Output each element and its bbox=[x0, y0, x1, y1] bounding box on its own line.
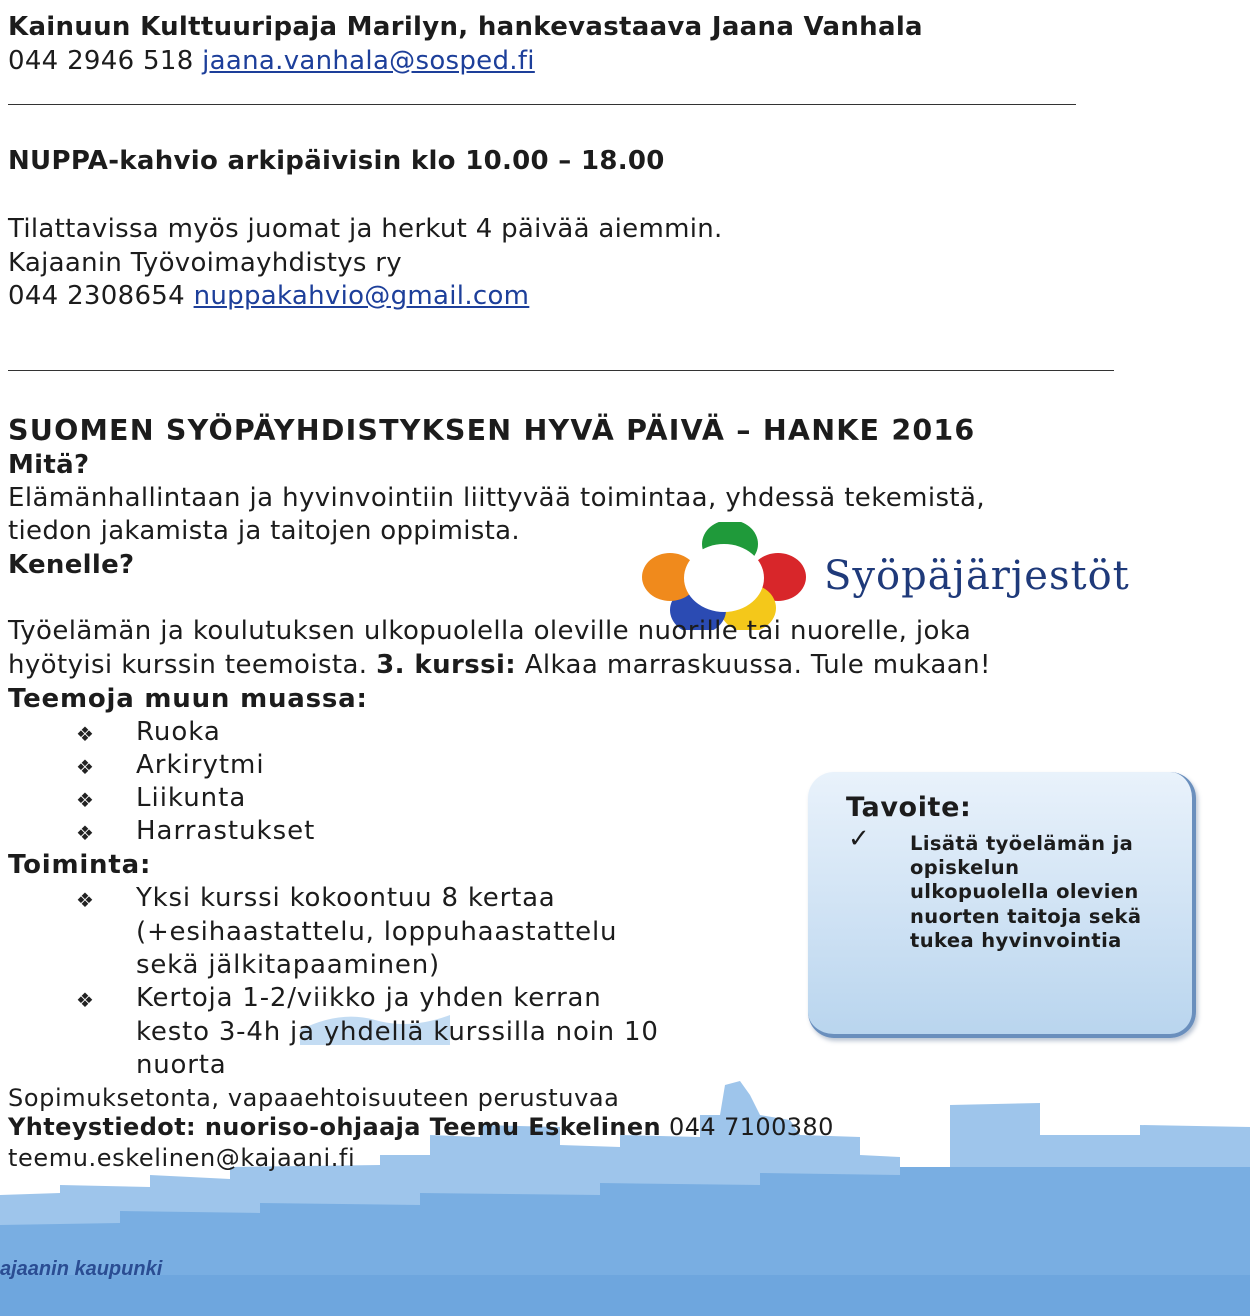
activity2-line2: kesto 3-4h ja yhdellä kurssilla noin 10 bbox=[136, 1017, 659, 1047]
divider bbox=[8, 104, 1076, 105]
diamond-bullet-icon: ❖ bbox=[76, 988, 94, 1012]
checkmark-icon: ✓ bbox=[848, 824, 870, 854]
diamond-bullet-icon: ❖ bbox=[76, 788, 94, 812]
voluntary-text: Sopimuksetonta, vapaaehtoisuuteen perustuvaa bbox=[8, 1084, 620, 1112]
activity2-line3: nuorta bbox=[136, 1050, 227, 1080]
theme-item: Harrastukset bbox=[136, 816, 316, 846]
nuppa-line2: Kajaanin Työvoimayhdistys ry bbox=[8, 248, 402, 278]
marilyn-email-link[interactable]: jaana.vanhala@sosped.fi bbox=[202, 46, 535, 76]
activity1-line2: (+esihaastattelu, loppuhaastattelu bbox=[136, 917, 618, 947]
theme-item: Arkirytmi bbox=[136, 750, 265, 780]
what-label: Mitä? bbox=[8, 450, 90, 480]
logo-center bbox=[684, 544, 764, 612]
contact-phone: 044 7100380 bbox=[669, 1113, 834, 1141]
diamond-bullet-icon: ❖ bbox=[76, 821, 94, 845]
marilyn-heading: Kainuun Kulttuuripaja Marilyn, hankevastaava Jaana Vanhala bbox=[8, 12, 923, 42]
goal-box bbox=[808, 772, 1196, 1038]
who-line1: Työelämän ja koulutuksen ulkopuolella oleville nuorille tai nuorelle, joka bbox=[8, 616, 972, 646]
activity1-line1: Yksi kurssi kokoontuu 8 kertaa bbox=[136, 883, 556, 913]
themes-label: Teemoja muun muassa: bbox=[8, 684, 368, 714]
theme-item: Ruoka bbox=[136, 717, 221, 747]
kajaani-brand-text: ajaanin kaupunki bbox=[0, 1258, 163, 1280]
what-line1: Elämänhallintaan ja hyvinvointiin liittyvää toimintaa, yhdessä tekemistä, bbox=[8, 483, 986, 513]
diamond-bullet-icon: ❖ bbox=[76, 722, 94, 746]
diamond-bullet-icon: ❖ bbox=[76, 755, 94, 779]
nuppa-contact bbox=[8, 281, 529, 311]
course-start-text: Alkaa marraskuussa. Tule mukaan! bbox=[524, 650, 991, 680]
syopajarjestot-logo-icon bbox=[640, 522, 810, 630]
marilyn-contact bbox=[8, 46, 535, 76]
who-label: Kenelle? bbox=[8, 550, 135, 580]
goal-title: Tavoite: bbox=[846, 792, 972, 823]
what-line2: tiedon jakamista ja taitojen oppimista. bbox=[8, 516, 520, 546]
contact-email[interactable]: teemu.eskelinen@kajaani.fi bbox=[8, 1144, 356, 1172]
hanke-heading: SUOMEN SYÖPÄYHDISTYKSEN HYVÄ PÄIVÄ – HANKE 2016 bbox=[8, 414, 976, 447]
activity1-line3: sekä jälkitapaaminen) bbox=[136, 950, 440, 980]
contact-person: Yhteystiedot: nuoriso-ohjaaja Teemu Eskelinen bbox=[8, 1113, 662, 1141]
activity-label: Toiminta: bbox=[8, 850, 152, 880]
marilyn-phone: 044 2946 518 bbox=[8, 46, 194, 76]
nuppa-heading: NUPPA-kahvio arkipäivisin klo 10.00 – 18.00 bbox=[8, 146, 665, 176]
who-line2-text: hyötyisi kurssin teemoista. bbox=[8, 650, 368, 680]
activity2-line1: Kertoja 1-2/viikko ja yhden kerran bbox=[136, 983, 602, 1013]
goal-text: Lisätä työelämän ja opiskelun ulkopuolella olevien nuorten taitoja sekä tukea hyvinvointia bbox=[910, 832, 1142, 952]
who-line2 bbox=[8, 650, 991, 680]
contact-line bbox=[8, 1113, 834, 1141]
course-number-label: 3. kurssi: bbox=[376, 650, 517, 680]
nuppa-line1: Tilattavissa myös juomat ja herkut 4 päivää aiemmin. bbox=[8, 214, 723, 244]
nuppa-phone: 044 2308654 bbox=[8, 281, 185, 311]
theme-item: Liikunta bbox=[136, 783, 247, 813]
diamond-bullet-icon: ❖ bbox=[76, 888, 94, 912]
divider bbox=[8, 370, 1114, 371]
nuppa-email-link[interactable]: nuppakahvio@gmail.com bbox=[193, 281, 530, 311]
logo-text: Syöpäjärjestöt bbox=[824, 553, 1130, 599]
